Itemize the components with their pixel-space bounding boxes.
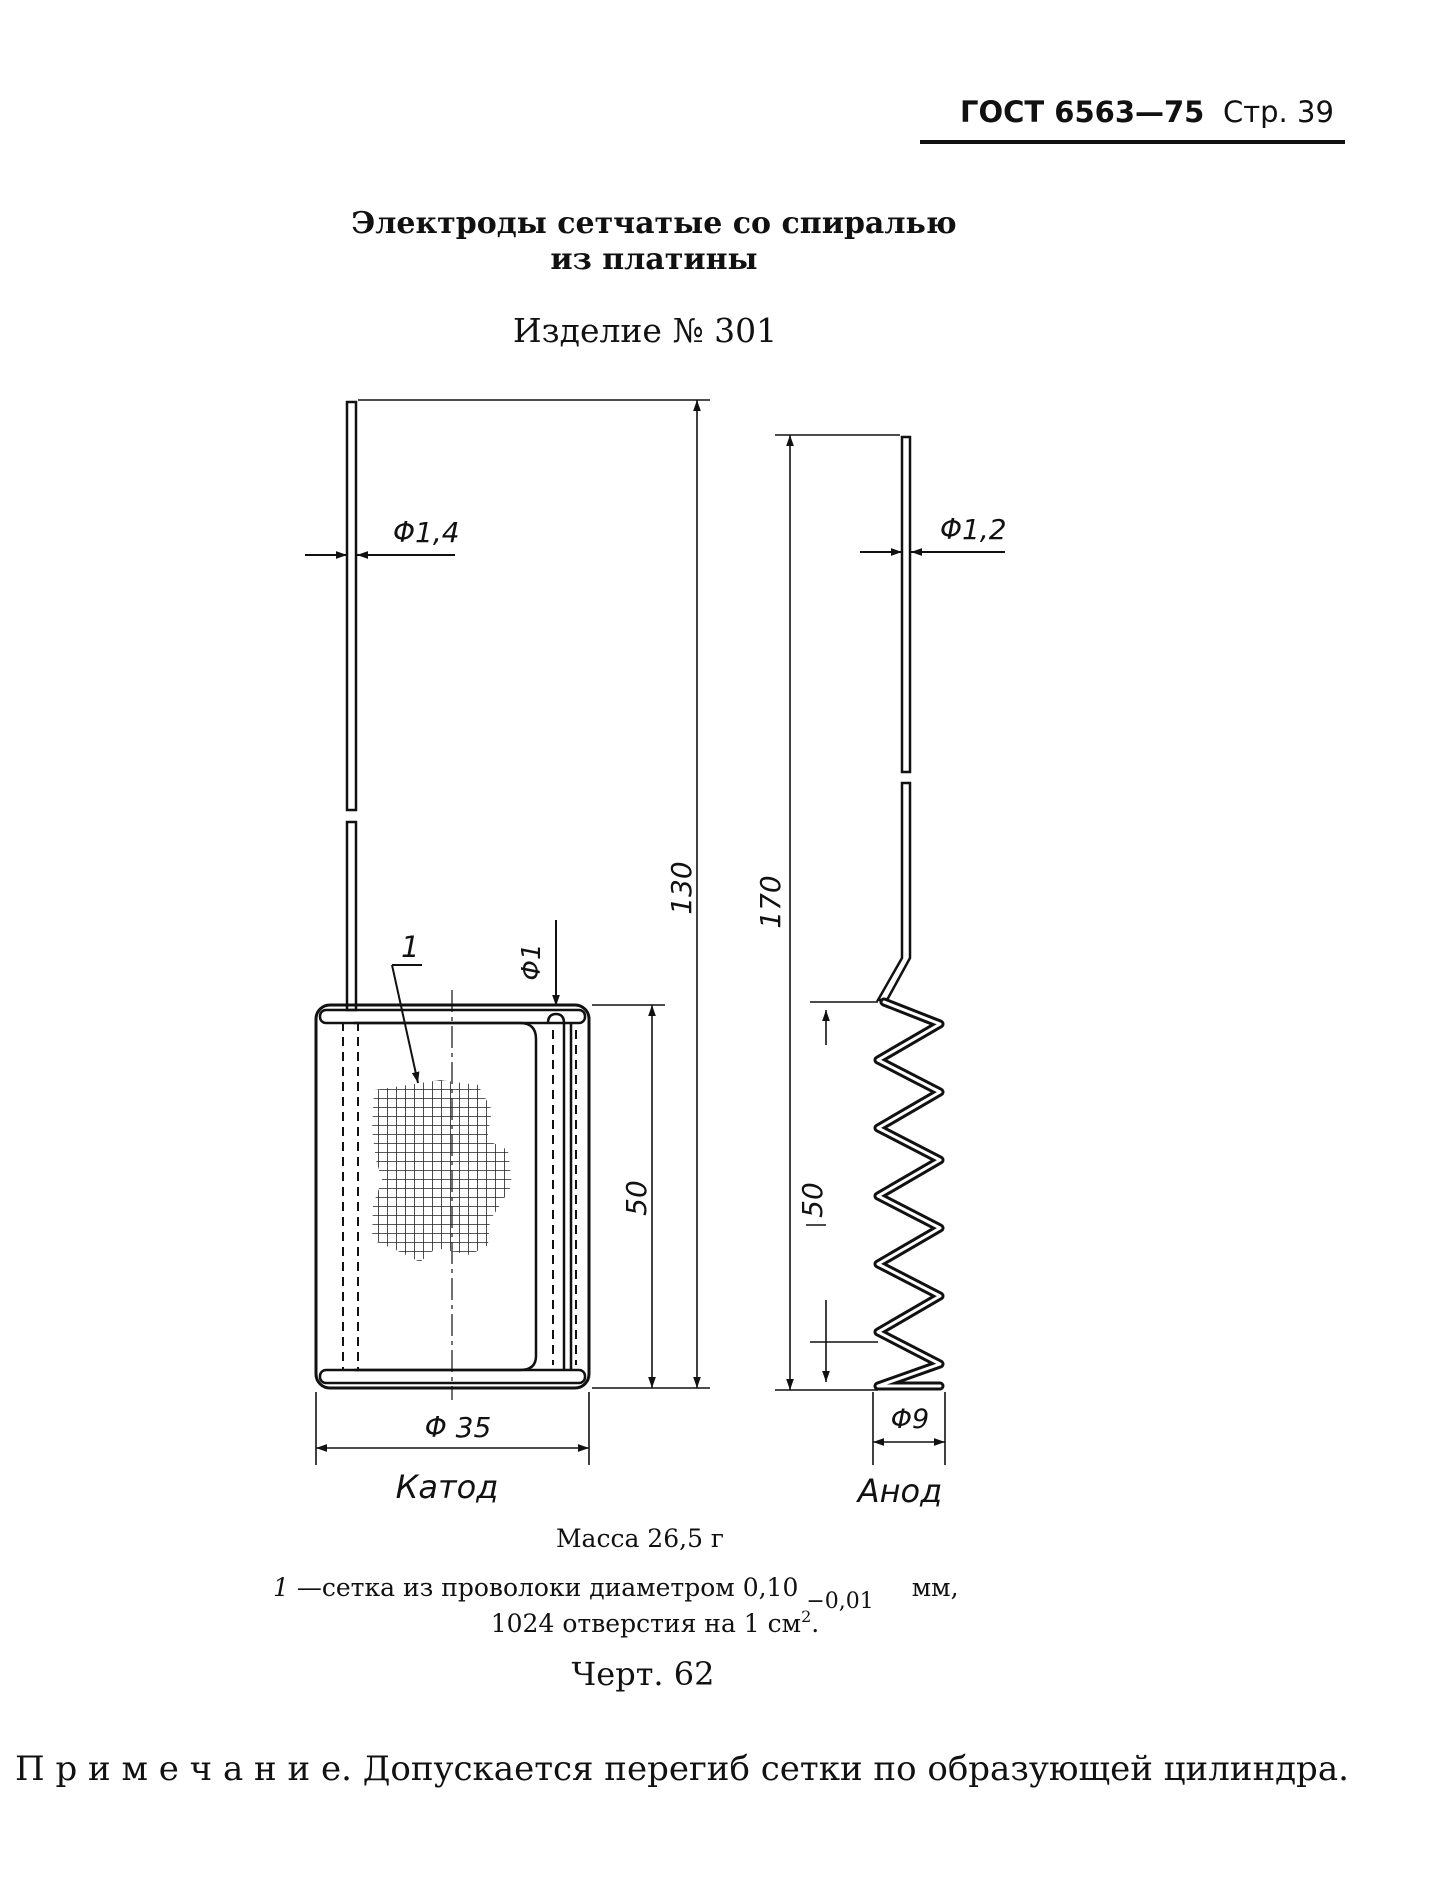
remark-label: П р и м е ч а н и е. <box>15 1749 352 1789</box>
subtitle: Изделие № 301 <box>512 311 778 350</box>
cathode-mesh <box>372 1080 512 1262</box>
title-line-2: из платины <box>550 242 758 277</box>
cathode-mesh-height-label: 50 <box>620 1180 653 1216</box>
anode-rod-diameter-label: Φ1,2 <box>940 513 1007 546</box>
page-header <box>920 95 1345 142</box>
remark <box>15 1749 1349 1789</box>
cathode-label: Катод <box>395 1468 499 1506</box>
note-2-end: . <box>811 1609 820 1638</box>
doc-code: ГОСТ 6563—75 <box>960 95 1205 129</box>
figure-caption <box>273 1524 959 1693</box>
note-line-1 <box>273 1573 959 1614</box>
cathode-overall-height-label: 130 <box>665 861 698 915</box>
anode-spiral-height-dim <box>796 1002 878 1382</box>
anode-rod-lower <box>878 783 910 1000</box>
cathode-drawing <box>305 400 710 1506</box>
mesh-callout-label: 1 <box>401 930 420 964</box>
note-2-text: 1024 отверстия на 1 см <box>490 1609 802 1638</box>
anode-spiral <box>878 1002 940 1386</box>
anode-overall-height-label: 170 <box>754 875 787 929</box>
anode-spiral-diameter-dim <box>873 1392 945 1465</box>
note-unit: мм, <box>911 1573 959 1602</box>
cathode-gap-diameter-label: Φ1 <box>517 943 547 981</box>
anode-rod-upper <box>902 437 910 772</box>
note-2-sup: 2 <box>801 1607 812 1626</box>
cathode-diameter-dim <box>316 1392 589 1465</box>
cathode-rod-diameter-dim <box>305 516 460 555</box>
note-line-2 <box>491 1607 820 1638</box>
mass-line: Масса 26,5 г <box>555 1524 725 1553</box>
anode-rod-diameter-dim <box>860 513 1007 552</box>
title-line-1: Электроды сетчатые со спиралью <box>351 206 957 241</box>
anode-drawing <box>754 435 1007 1510</box>
cathode-mesh-height-dim <box>592 1005 665 1388</box>
cathode-cylinder <box>316 990 589 1400</box>
cathode-rod-diameter-label: Φ1,4 <box>393 516 460 549</box>
note-text: —сетка из проволоки диаметром 0,10 <box>296 1573 799 1602</box>
anode-spiral-diameter-label: Φ9 <box>890 1404 930 1435</box>
cathode-rod-lower <box>347 822 356 1010</box>
page-number: Стр. 39 <box>1223 95 1334 129</box>
anode-overall-height-dim <box>754 435 900 1390</box>
remark-text: Допускается перегиб сетки по образующей цилиндра. <box>362 1749 1349 1789</box>
remark-line <box>15 1749 1349 1789</box>
note-number: 1 <box>273 1573 289 1602</box>
figure-number: Черт. 62 <box>571 1655 715 1693</box>
anode-spiral-height-label: 50 <box>796 1182 829 1218</box>
cathode-gap-diameter-dim <box>517 920 556 1006</box>
title-block <box>351 206 956 350</box>
anode-label: Анод <box>857 1472 943 1510</box>
cathode-diameter-label: Φ 35 <box>424 1411 492 1444</box>
cathode-rod-upper <box>347 402 356 810</box>
note-tolerance: −0,01 <box>806 1589 874 1614</box>
